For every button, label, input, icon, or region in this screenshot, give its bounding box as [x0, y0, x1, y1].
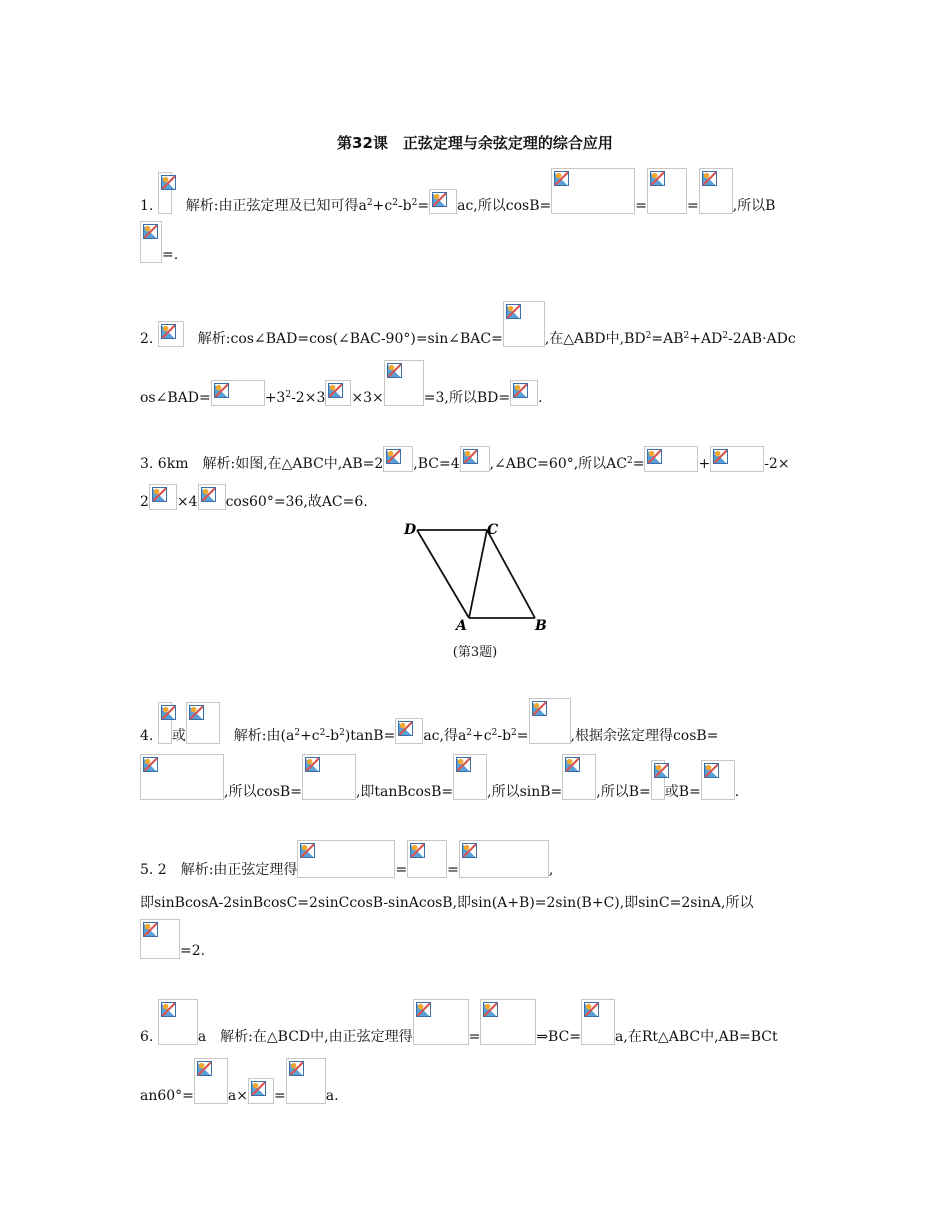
formula-image-icon	[186, 702, 220, 744]
vertex-label-d: D	[404, 522, 417, 538]
segment-ac	[469, 530, 487, 618]
formula-image-icon	[140, 221, 162, 263]
formula-image-icon	[198, 484, 226, 510]
answer-3-line-1: 3. 6km 解析:如图,在△ABC中,AB=2 ,BC=4 ,∠ABC=60°,所以$AC^2= + -2\times$	[140, 446, 790, 472]
formula-image-icon	[581, 999, 615, 1045]
vertex-label-a: A	[456, 618, 467, 634]
formula-image-icon	[158, 999, 198, 1045]
formula-image-icon	[562, 754, 596, 800]
figure-caption: (第3题)	[452, 645, 498, 660]
formula-image-icon	[297, 840, 395, 878]
answer-5-line-3: =2.	[140, 919, 205, 959]
formula-image-icon	[510, 380, 538, 406]
formula-image-icon	[701, 760, 735, 800]
formula-image-icon	[647, 168, 687, 214]
answer-4-line-2: ,所以cosB= ,即tanBcosB= ,所以sinB= ,所以B= 或B= .	[140, 754, 739, 800]
segment-da	[417, 530, 469, 618]
formula-image-icon	[551, 168, 635, 214]
page-title: 第32课 正弦定理与余弦定理的综合应用	[337, 134, 613, 152]
answer-6-line-2: an60°= a× = a.	[140, 1058, 339, 1104]
formula-image-icon	[413, 999, 469, 1045]
formula-image-icon	[194, 1058, 228, 1104]
formula-image-icon	[158, 172, 172, 214]
vertex-label-c: C	[487, 522, 499, 538]
answer-1-line-2: =.	[140, 221, 178, 263]
formula-image-icon	[158, 321, 184, 347]
formula-image-icon	[286, 1058, 326, 1104]
formula-image-icon	[651, 760, 665, 800]
formula-image-icon	[395, 718, 423, 744]
formula-image-icon	[140, 754, 224, 800]
answer-6-line-1: 6. a 解析:在△BCD中,由正弦定理得 = ⇒BC= a,在Rt△ABC中,AB=BCt	[140, 999, 778, 1045]
answer-5-line-2: 即sinBcosA-2sinBcosC=2sinCcosB-sinAcosB,即sin(A+B)=2sin(B+C),即sinC=2sinA,所以	[140, 895, 754, 911]
answer-1-line-1: 1. 解析:由正弦定理及已知可得$a^2+c^2-b^2=$ ac,所以cosB= = = ,所以B	[140, 168, 775, 214]
formula-image-icon	[644, 446, 698, 472]
formula-image-icon	[302, 754, 356, 800]
formula-image-icon	[459, 840, 549, 878]
answer-5-line-1: 5. 2 解析:由正弦定理得 = = ,	[140, 840, 553, 878]
formula-image-icon	[383, 446, 413, 472]
formula-image-icon	[158, 702, 172, 744]
answer-4-line-1: 4. 或 解析:由$(a^2+c^2-b^2)\tan B=$ ac,得$a^2+c^2-b^2=$ ,根据余弦定理得cosB=	[140, 698, 718, 744]
answer-2-line-2: os∠BAD= $+3^2-2\times 3 \times 3\times =3$,所以BD= .	[140, 360, 543, 406]
formula-image-icon	[325, 380, 351, 406]
formula-image-icon	[407, 840, 447, 878]
formula-image-icon	[699, 168, 733, 214]
formula-image-icon	[429, 189, 457, 214]
formula-image-icon	[140, 919, 180, 959]
segment-cb	[487, 530, 535, 618]
formula-image-icon	[460, 446, 490, 472]
answer-2-line-1: 2. 解析:cos∠BAD=cos(∠BAC-90°)=sin∠BAC= ,在△ABD中$,BD^2=AB^2+AD^2-2AB\cdot ADc$	[140, 301, 796, 347]
formula-image-icon	[149, 484, 177, 510]
formula-image-icon	[503, 301, 545, 347]
answer-3-line-2: 2 ×4 cos60°=36,故AC=6.	[140, 484, 368, 510]
formula-image-icon	[384, 360, 424, 406]
formula-image-icon	[710, 446, 764, 472]
formula-image-icon	[480, 999, 536, 1045]
vertex-label-b: B	[535, 618, 547, 634]
figure-parallelogram-abcd	[395, 518, 555, 638]
formula-image-icon	[248, 1078, 274, 1104]
formula-image-icon	[529, 698, 571, 744]
formula-image-icon	[453, 754, 487, 800]
formula-image-icon	[211, 380, 265, 406]
